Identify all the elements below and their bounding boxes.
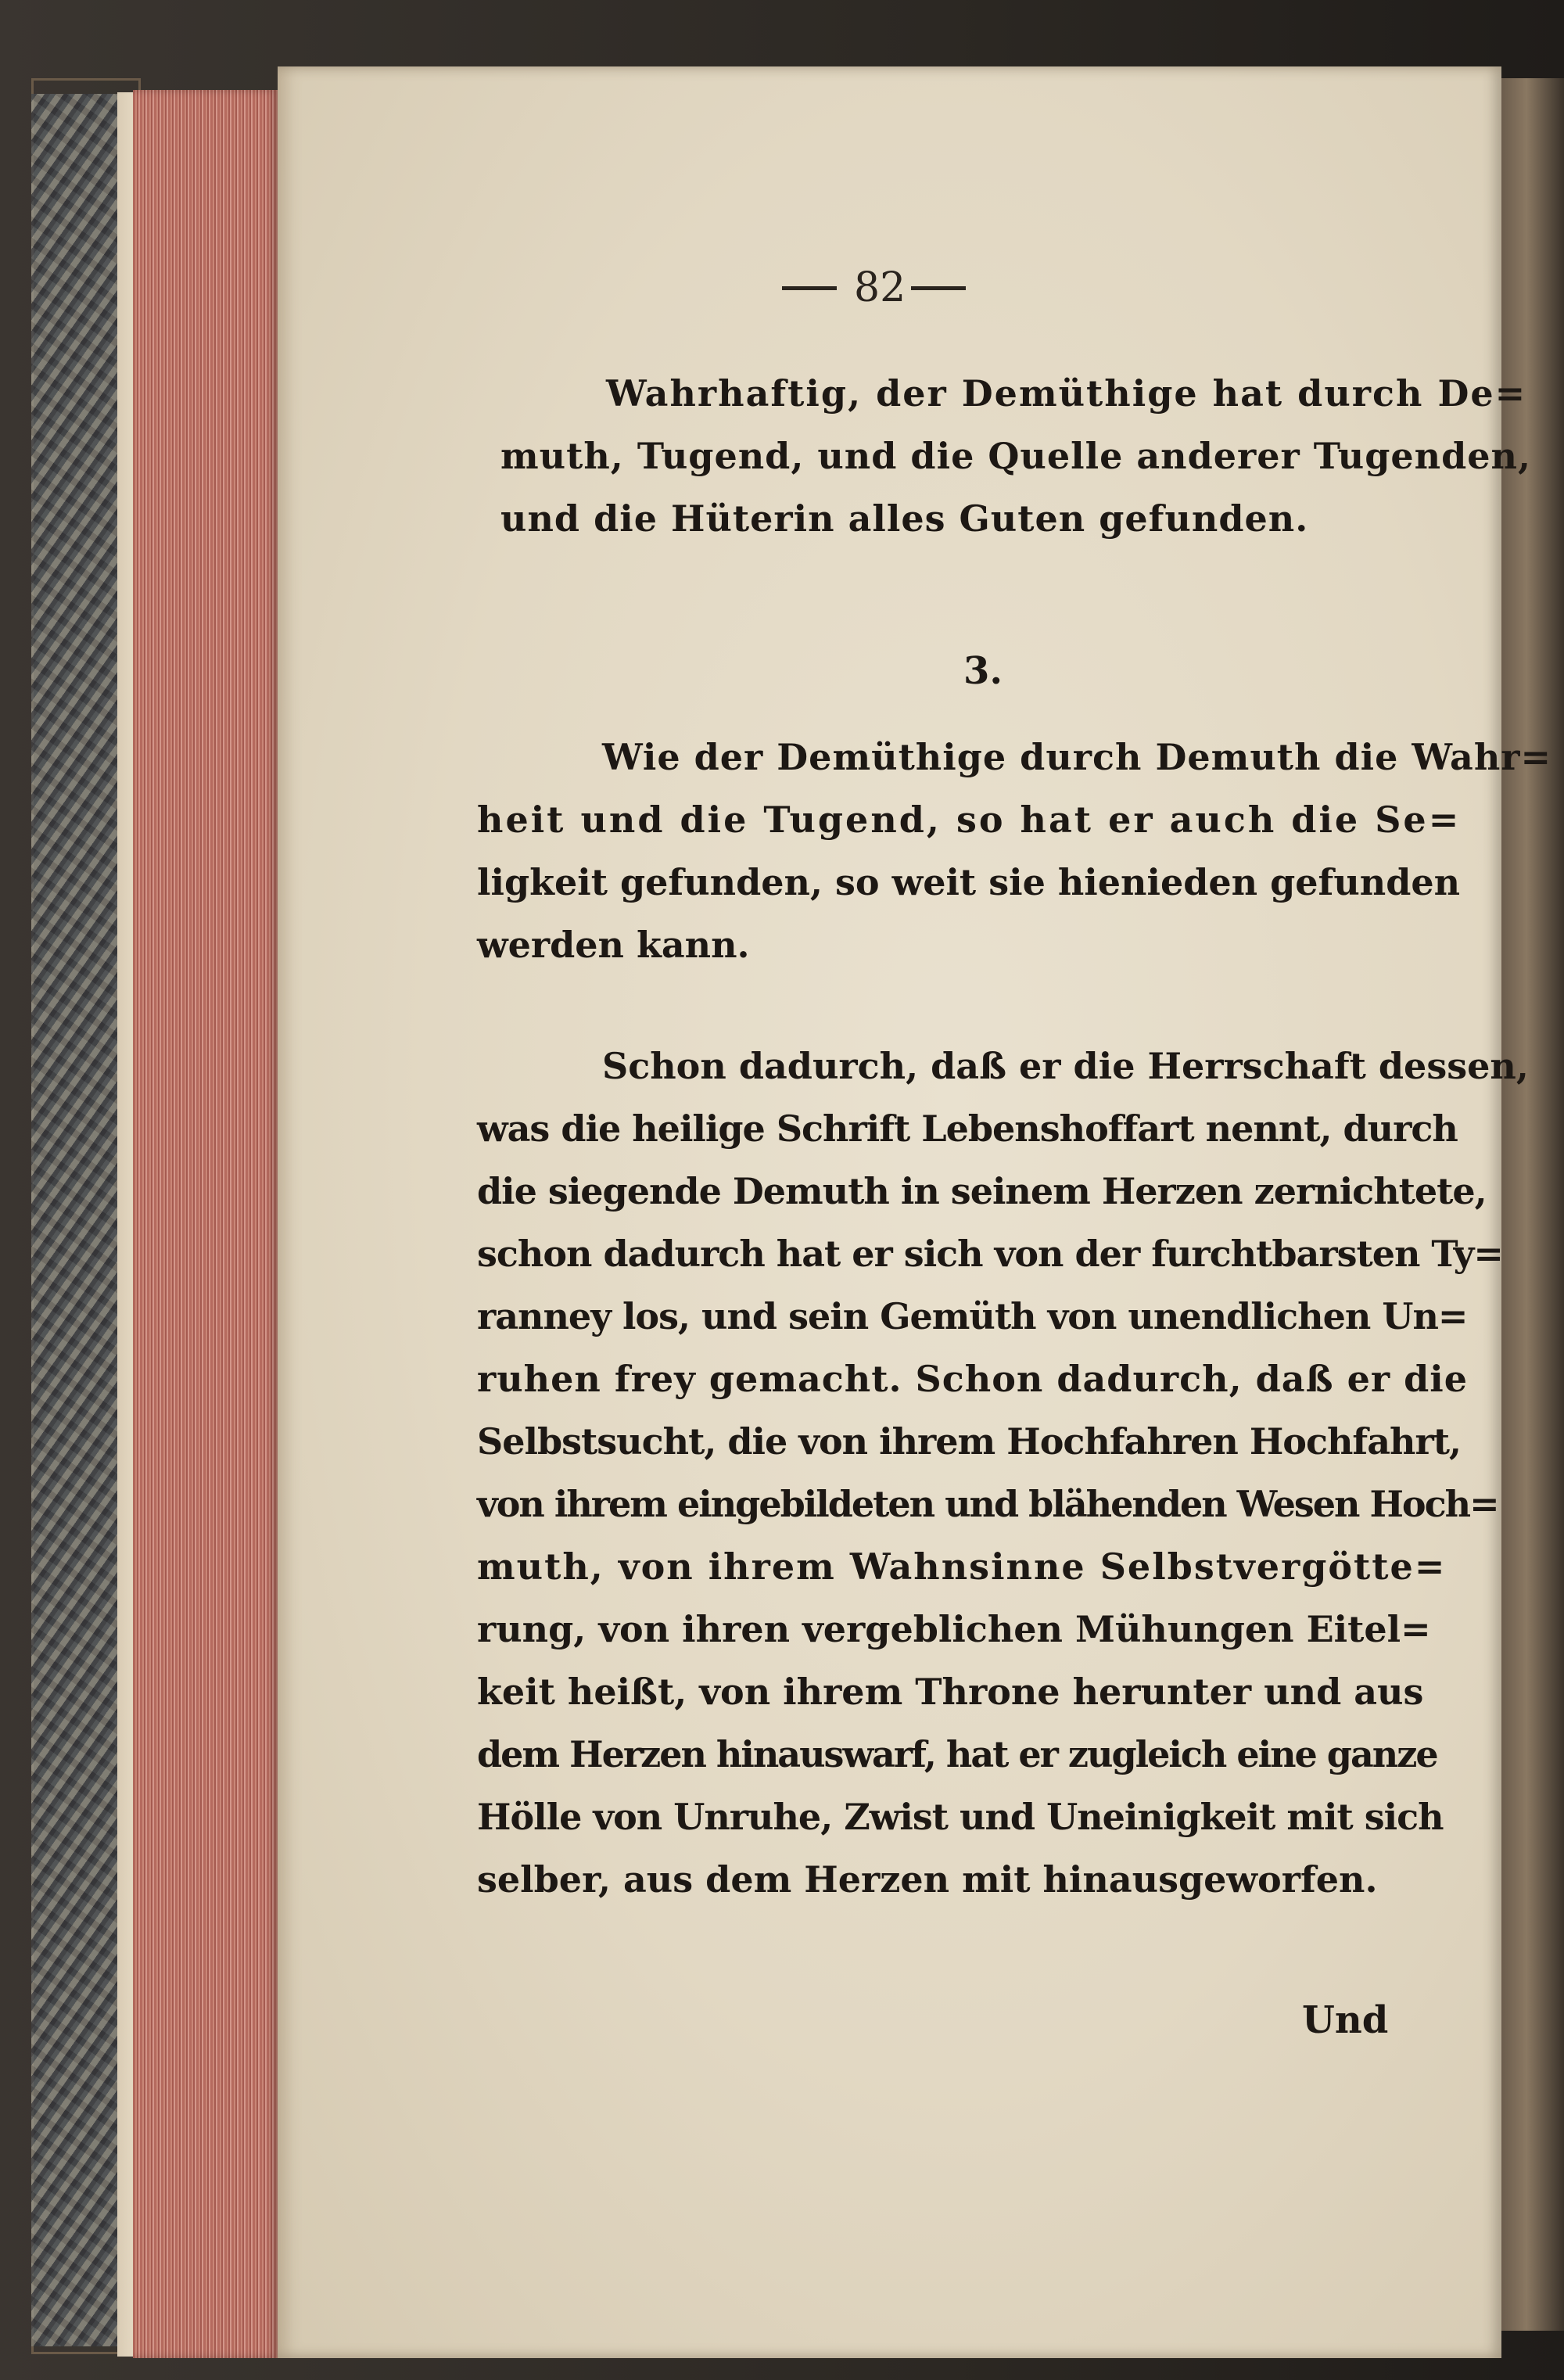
text-line: was die heilige Schrift Lebenshoffart nennt, durch xyxy=(477,1107,1458,1150)
header-dash-left xyxy=(782,286,837,290)
text-line: schon dadurch hat er sich von der furchtbarsten Ty= xyxy=(477,1233,1503,1275)
text-line: ruhen frey gemacht. Schon dadurch, daß er die xyxy=(477,1358,1468,1400)
text-line: ranney los, und sein Gemüth von unendlichen Un= xyxy=(477,1295,1468,1337)
text-line: keit heißt, von ihrem Throne herunter und aus xyxy=(477,1671,1424,1713)
page-number: 82 xyxy=(854,264,906,311)
text-line: Wie der Demüthige durch Demuth die Wahr= xyxy=(602,736,1552,778)
text-line: selber, aus dem Herzen mit hinausgeworfen. xyxy=(477,1858,1378,1901)
catchword: Und xyxy=(1302,1998,1389,2042)
text-line: Schon dadurch, daß er die Herrschaft dessen, xyxy=(602,1045,1529,1087)
text-line: heit und die Tugend, so hat er auch die Se= xyxy=(477,799,1462,841)
text-line: ligkeit gefunden, so weit sie hienieden gefunden xyxy=(477,861,1461,903)
text-line: werden kann. xyxy=(477,924,750,966)
text-line: die siegende Demuth in seinem Herzen zernichtete, xyxy=(477,1170,1487,1212)
header-dash-right xyxy=(911,286,966,290)
text-line: dem Herzen hinauswarf, hat er zugleich eine ganze xyxy=(477,1733,1437,1775)
text-line: rung, von ihren vergeblichen Mühungen Eitel= xyxy=(477,1608,1431,1650)
book-right-edge xyxy=(1501,78,1564,2331)
text-line: Selbstsucht, die von ihrem Hochfahren Hochfahrt, xyxy=(477,1420,1461,1463)
text-line: Wahrhaftig, der Demüthige hat durch De= xyxy=(606,372,1527,415)
page-block-red-edge xyxy=(133,90,278,2358)
text-line: muth, Tugend, und die Quelle anderer Tugenden, xyxy=(500,435,1532,477)
text-line: von ihrem eingebildeten und blähenden Wesen Hoch= xyxy=(477,1483,1498,1525)
text-line: muth, von ihrem Wahnsinne Selbstvergötte= xyxy=(477,1545,1447,1588)
text-line: und die Hüterin alles Guten gefunden. xyxy=(500,497,1309,540)
text-line: Hölle von Unruhe, Zwist und Uneinigkeit mit sich xyxy=(477,1796,1444,1838)
section-number: 3. xyxy=(963,649,1003,693)
